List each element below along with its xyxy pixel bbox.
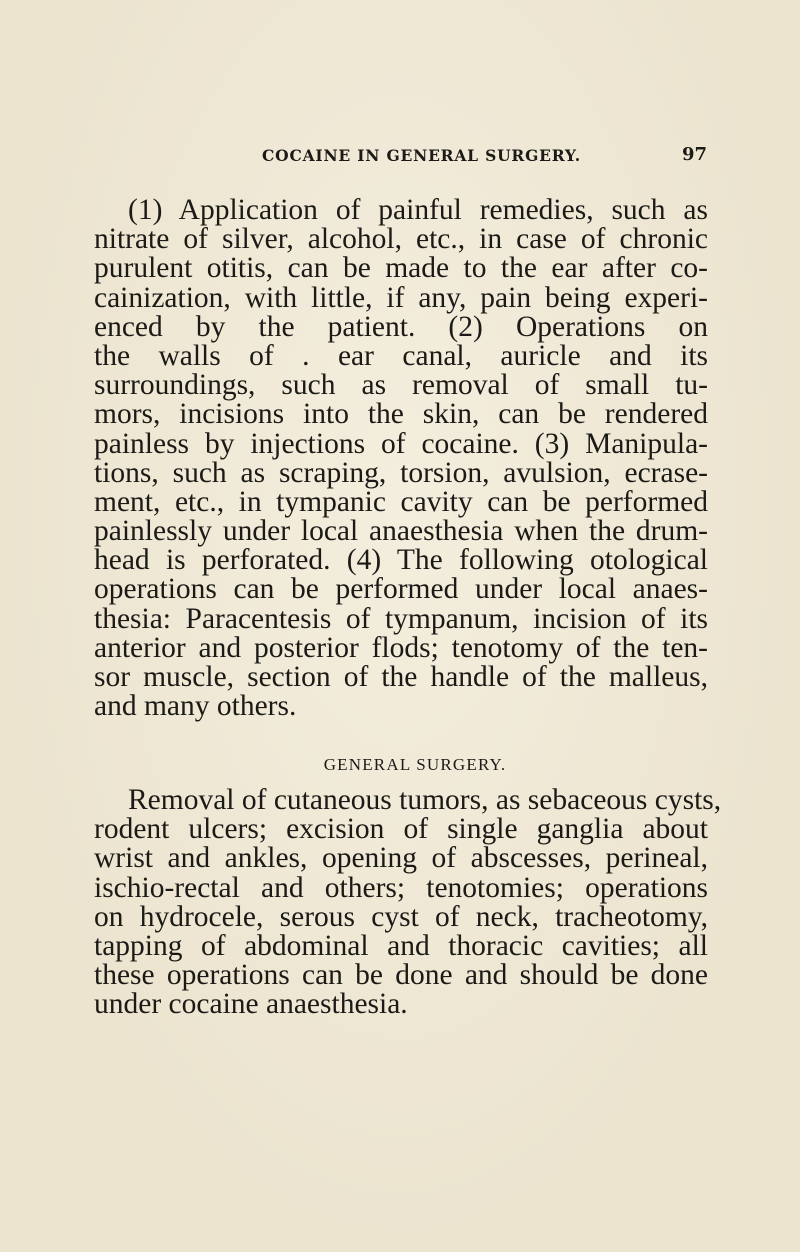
paragraph-general-surgery: [94, 784, 722, 1021]
text-line: thesia: Paracentesis of tympanum, incision of its: [94, 602, 708, 635]
text-line: ischio-rectal and others; tenotomies; operations: [94, 871, 708, 904]
page-number: 97: [681, 144, 707, 165]
running-title: COCAINE IN GENERAL SURGERY.: [262, 146, 581, 165]
text-line: these operations can be done and should be done: [94, 959, 708, 992]
text-line: and many others.: [94, 690, 297, 723]
text-line: tapping of abdominal and thoracic cavities; all: [94, 929, 708, 962]
section-heading: GENERAL SURGERY.: [323, 755, 507, 774]
text-line: Removal of cutaneous tumors, as sebaceous cysts,: [128, 784, 722, 816]
paragraph-otology: [94, 196, 708, 721]
text-line: enced by the patient. (2) Operations on: [94, 310, 708, 343]
text-line: (1) Application of painful remedies, such as: [128, 194, 708, 226]
text-line: the walls of . ear canal, auricle and its: [94, 339, 708, 372]
text-line: purulent otitis, can be made to the ear after co-: [94, 252, 708, 285]
text-line: operations can be performed under local anaes-: [94, 573, 708, 606]
text-line: rodent ulcers; excision of single ganglia about: [94, 813, 708, 846]
text-line: tions, such as scraping, torsion, avulsion, ecrase-: [94, 456, 708, 489]
text-line: head is perforated. (4) The following otological: [94, 544, 708, 577]
text-line: on hydrocele, serous cyst of neck, tracheotomy,: [94, 900, 708, 933]
text-line: cainization, with little, if any, pain being experi-: [94, 281, 708, 314]
text-line: painless by injections of cocaine. (3) Manipula-: [94, 427, 708, 460]
text-line: anterior and posterior flods; tenotomy of the ten-: [94, 631, 708, 664]
running-head: [262, 146, 707, 168]
text-line: wrist and ankles, opening of abscesses, perineal,: [94, 842, 708, 875]
text-line: nitrate of silver, alcohol, etc., in case of chronic: [94, 223, 708, 256]
text-line: painlessly under local anaesthesia when the drum-: [94, 515, 708, 548]
text-line: sor muscle, section of the handle of the malleus,: [94, 661, 708, 693]
text-line: mors, incisions into the skin, can be rendered: [94, 398, 708, 431]
text-line: ment, etc., in tympanic cavity can be performed: [94, 485, 708, 518]
text-line: surroundings, such as removal of small tu-: [94, 369, 708, 402]
text-line: under cocaine anaesthesia.: [94, 988, 408, 1021]
